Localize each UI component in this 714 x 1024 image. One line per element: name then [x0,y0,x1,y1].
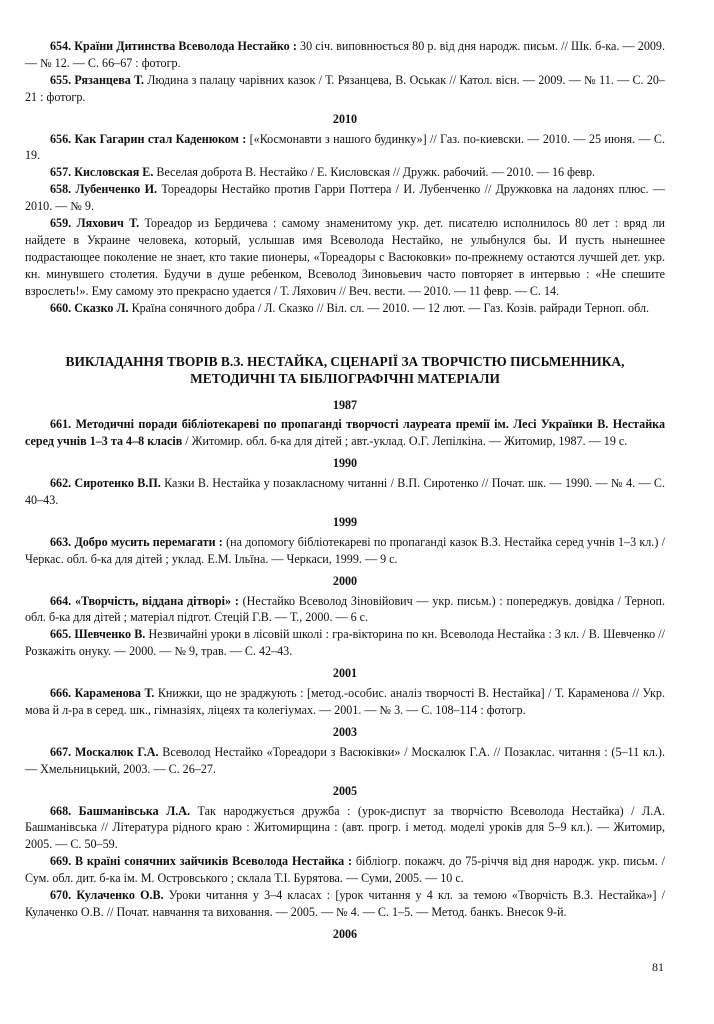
bibliography-entry [25,416,665,450]
section-heading: ВИКЛАДАННЯ ТВОРІВ В.З. НЕСТАЙКА, СЦЕНАРІЇ ЗА ТВОРЧІСТЮ ПИСЬМЕННИКА, МЕТОДИЧНІ ТА БІБЛІОГРАФІЧНІ МАТЕРІАЛИ [65,353,625,386]
bibliography-entry [25,803,665,854]
entry-heading: 665. Шевченко В. [50,627,149,642]
year-heading: 1999 [332,514,358,529]
entry-heading: 668. Башманівська Л.А. [50,803,198,818]
year-heading: 2005 [332,783,358,798]
entry-heading: 670. Кулаченко О.В. [50,888,169,903]
entry-heading: 659. Ляхович Т. [50,216,145,231]
year-heading: 1990 [332,456,358,471]
bibliography-entry [25,215,665,300]
bibliography-entry [25,593,665,627]
bibliography-entry [25,534,665,568]
entry-description: [«Космонавти з нашого будинку»] // Газ. по-киевски. — 2010. — 25 июня. — С. 19. [25,131,665,163]
entry-description: (на допомогу бібліотекареві по пропаганді казок В.З. Нестайка серед учнів 1–3 кл.) / Черкас. обл. б-ка для дітей ; уклад. Е.М. Ільїна. — Черкаси, 1999. — 9 с. [25,534,665,566]
entry-heading: 657. Кисловская Е. [50,165,157,180]
entry-description: бібліогр. покажч. до 75-річчя від дня народж. укр. письм. / Сум. обл. дит. б-ка ім. М. Островського ; склала Т.І. Бурятова. — Суми, 2005. — 10 с. [25,854,665,886]
entry-description: Країна сонячного добра / Л. Сказко // Віл. сл. — 2010. — 12 лют. — Газ. Козів. райради Терноп. обл. [131,300,650,315]
entry-description: / Житомир. обл. б-ка для дітей ; авт.-уклад. О.Г. Лепілкіна. — Житомир, 1987. — 19 с. [185,434,628,449]
page-number: 81 [652,960,664,974]
bibliography-entry [25,626,665,660]
entry-heading: 663. Добро мусить перемагати : [50,534,227,549]
entry-description: Тореадоры Нестайко против Гарри Поттера / И. Лубенченко // Дружковка на ладонях плюс. — 2010. — № 9. [25,182,665,214]
bibliography-entry [25,181,665,215]
bibliography-entry [25,887,665,921]
entry-description: 30 січ. виповнюється 80 р. від дня народж. письм. // Шк. б-ка. — 2009. — № 12. — С. 66–67 : фотогр. [25,39,665,70]
bibliography-entry [25,72,665,106]
bibliography-entry [25,744,665,778]
entry-heading: 656. Как Гагарин стал Каденюком : [50,131,250,146]
bibliography-entry [25,853,665,887]
entry-description: Людина з палацу чарівних казок / Т. Рязанцева, В. Оськак // Катол. вісн. — 2009. — № 11. — С. 20–21 : фотогр. [25,72,665,104]
year-heading: 2000 [332,573,358,588]
entry-description: Уроки читання у 3–4 класах : [урок читання у 4 кл. за темою «Творчість В.З. Нестайка»] / Кулаченко О.В. // Почат. навчання та виховання. — 2005. — № 4. — С. 1–5. — Метод. банкъ. Внесок 9-й. [25,888,665,919]
entry-heading: 660. Сказко Л. [50,300,132,315]
entry-description: Книжки, що не зраджують : [метод.-особис. аналіз творчості В. Нестайка] / Т. Караменова // Укр. мова й л-ра в серед. шк., гімназіях, ліцеях та колегіумах. — 2001. — № 3. — С. 108–114 : фотогр. [25,686,665,717]
entry-heading: 661. Методичні поради бібліотекареві по пропаганді творчості лауреата премії ім. Лесі Українки В. Нестайка серед учнів 1–3 та 4–8 класів [25,417,665,449]
bibliography-page [25,38,665,946]
bibliography-entry [25,164,665,181]
year-heading: 2001 [332,666,358,681]
entry-heading: 662. Сиротенко В.П. [50,476,165,491]
bibliography-entry [25,475,665,509]
year-heading: 2010 [332,111,358,126]
entry-heading: 658. Лубенченко И. [50,182,162,197]
entry-description: Незвичайні уроки в лісовій школі : гра-вікторина по кн. Всеволода Нестайка : 3 кл. / В. Шевченко // Розкажіть онуку. — 2000. — № 9, трав. — С. 42–43. [25,627,665,659]
entry-description: (Нестайко Всеволод Зіновійович — укр. письм.) : попереджув. довідка / Терноп. обл. б-ка для дітей ; матеріал підгот. Стецій Г.В. — Т., 2000. — 6 с. [25,593,665,625]
year-heading: 1987 [332,397,358,412]
entry-description: Всеволод Нестайко «Тореадори з Васюківки» / Москалюк Г.А. // Позаклас. читання : (5–11 кл.). — Хмельницький, 2003. — С. 26–27. [25,744,665,776]
entry-heading: 655. Рязанцева Т. [50,72,148,87]
entry-description: Тореадор из Бердичева : самому знаменитому укр. дет. писателю исполнилось 80 лет : вряд ли найдете в Украине человека, который, услышав имя Всеволода Нестайко, не улыбнулся бы. И пусть нынешнее подрастающее поколение не знает, кто такие пионеры, «Тореадоры с Васюковки» по-прежнему остаются лучшей дет. укр. кн. минувшего столетия. Будучи в душе ребенком, Всеволод Зиновьевич часто повторяет в интервью : «Не спешите взрослеть!». Ему самому это прекрасно удается / Т. Ляхович // Веч. вести. — 2010. — 11 февр. — С. 14. [25,216,665,298]
bibliography-entry [25,300,665,317]
entry-heading: 664. «Творчість, віддана дітворі» : [50,593,243,608]
entry-heading: 667. Москалюк Г.А. [50,744,163,759]
entry-description: Так народжується дружба : (урок-диспут за творчістю Всеволода Нестайка) / Л.А. Башманівська // Література рідного краю : Житомирщина : (авт. прогр. і метод. моделі уроків для 5–9 кл.). — Житомир, 2005. — С. 50–59. [25,803,665,852]
entry-description: Казки В. Нестайка у позакласному читанні / В.П. Сиротенко // Почат. шк. — 1990. — № 4. — С. 40–43. [25,476,665,508]
entry-description: Веселая доброта В. Нестайко / Е. Кисловская // Дружк. рабочий. — 2010. — 16 февр. [156,165,596,180]
year-heading: 2003 [332,724,358,739]
bibliography-entry [25,38,665,72]
bibliography-entry [25,685,665,719]
entry-heading: 669. В країні сонячних зайчиків Всеволода Нестайка : [50,854,356,869]
entry-heading: 666. Караменова Т. [50,686,158,701]
year-heading: 2006 [332,926,358,941]
entry-heading: 654. Країни Дитинства Всеволода Нестайко : [50,39,301,53]
bibliography-entry [25,131,665,165]
